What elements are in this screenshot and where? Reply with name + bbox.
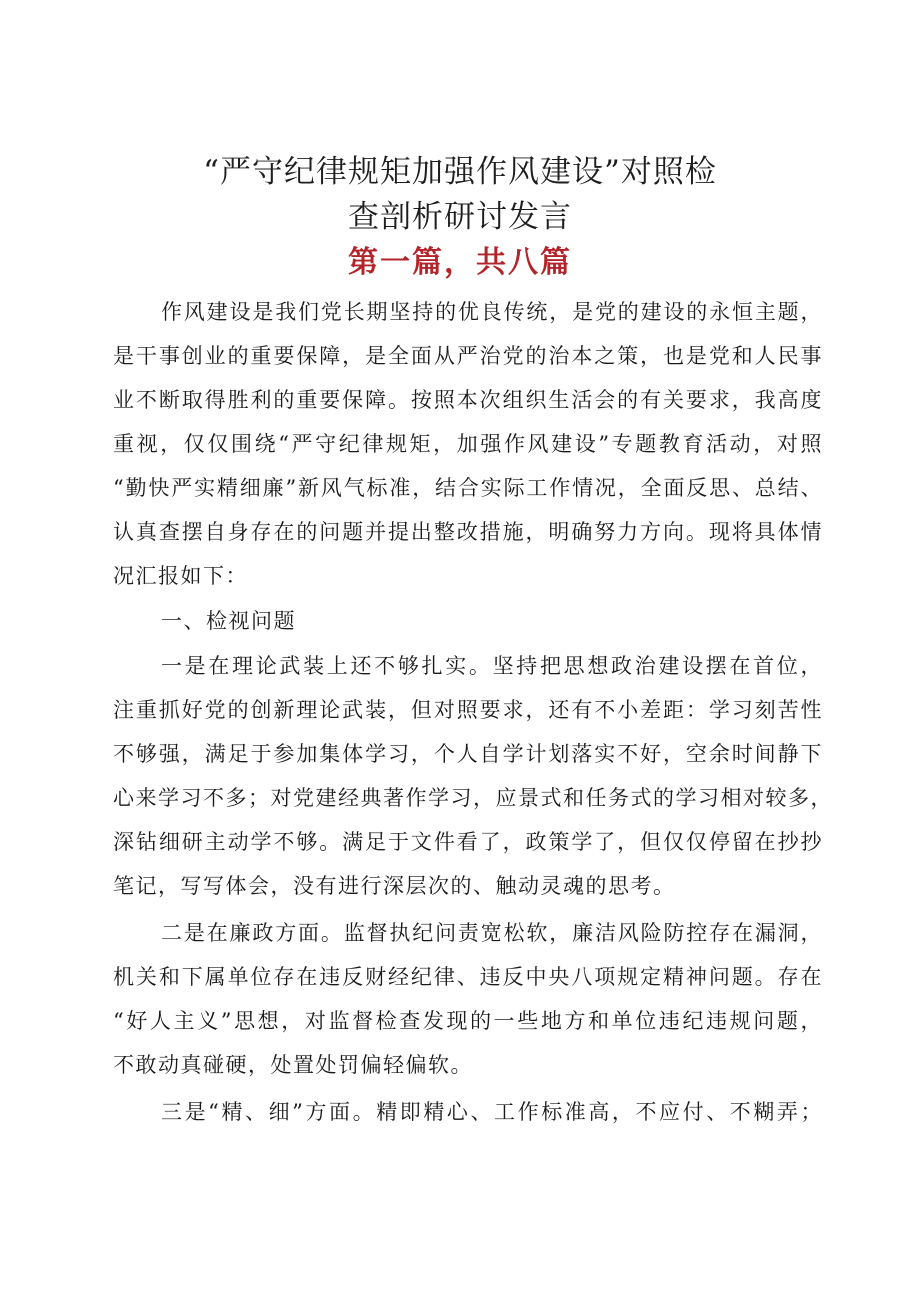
paragraph-line: “勤快严实精细廉”新风气标准，结合实际工作情况，全面反思、总结、 <box>113 476 823 500</box>
paragraph-line: 重视，仅仅围绕“严守纪律规矩，加强作风建设”专题教育活动，对照 <box>113 432 823 456</box>
document-subtitle: 第一篇，共八篇 <box>348 245 572 280</box>
paragraph-line: 注重抓好党的创新理论武装，但对照要求，还有不小差距：学习刻苦性 <box>113 698 823 722</box>
paragraph-line: 心来学习不多；对党建经典著作学习，应景式和任务式的学习相对较多， <box>113 786 833 810</box>
paragraph-line: 机关和下属单位存在违反财经纪律、违反中央八项规定精神问题。存在 <box>113 965 823 989</box>
paragraph-line: 笔记，写写体会，没有进行深层次的、触动灵魂的思考。 <box>113 874 676 898</box>
paragraph-line: 业不断取得胜利的重要保障。按照本次组织生活会的有关要求，我高度 <box>113 388 823 412</box>
paragraph-line: 一是在理论武装上还不够扎实。坚持把思想政治建设摆在首位， <box>161 654 823 678</box>
paragraph-line: 三是“精、细”方面。精即精心、工作标准高，不应付、不糊弄； <box>161 1100 823 1124</box>
paragraph-line: 不够强，满足于参加集体学习，个人自学计划落实不好，空余时间静下 <box>113 742 823 766</box>
paragraph-line: “好人主义”思想，对监督检查发现的一些地方和单位违纪违规问题， <box>113 1009 823 1033</box>
paragraph-line: 二是在廉政方面。监督执纪问责宽松软，廉洁风险防控存在漏洞， <box>161 921 823 945</box>
section-heading: 一、检视问题 <box>161 609 296 633</box>
paragraph-line: 作风建设是我们党长期坚持的优良传统，是党的建设的永恒主题， <box>161 300 823 324</box>
document-title-line2: 查剖析研讨发言 <box>348 199 572 235</box>
paragraph-line: 是干事创业的重要保障，是全面从严治党的治本之策，也是党和人民事 <box>113 344 823 368</box>
paragraph-line: 深钻细研主动学不够。满足于文件看了，政策学了，但仅仅停留在抄抄 <box>113 830 823 854</box>
paragraph-line: 认真查摆自身存在的问题并提出整改措施，明确努力方向。现将具体情 <box>113 520 823 544</box>
paragraph-line: 不敢动真碰硬，处置处罚偏轻偏软。 <box>113 1053 473 1077</box>
paragraph-line: 况汇报如下： <box>113 564 248 588</box>
document-title-line1: “严守纪律规矩加强作风建设”对照检 <box>203 154 717 190</box>
